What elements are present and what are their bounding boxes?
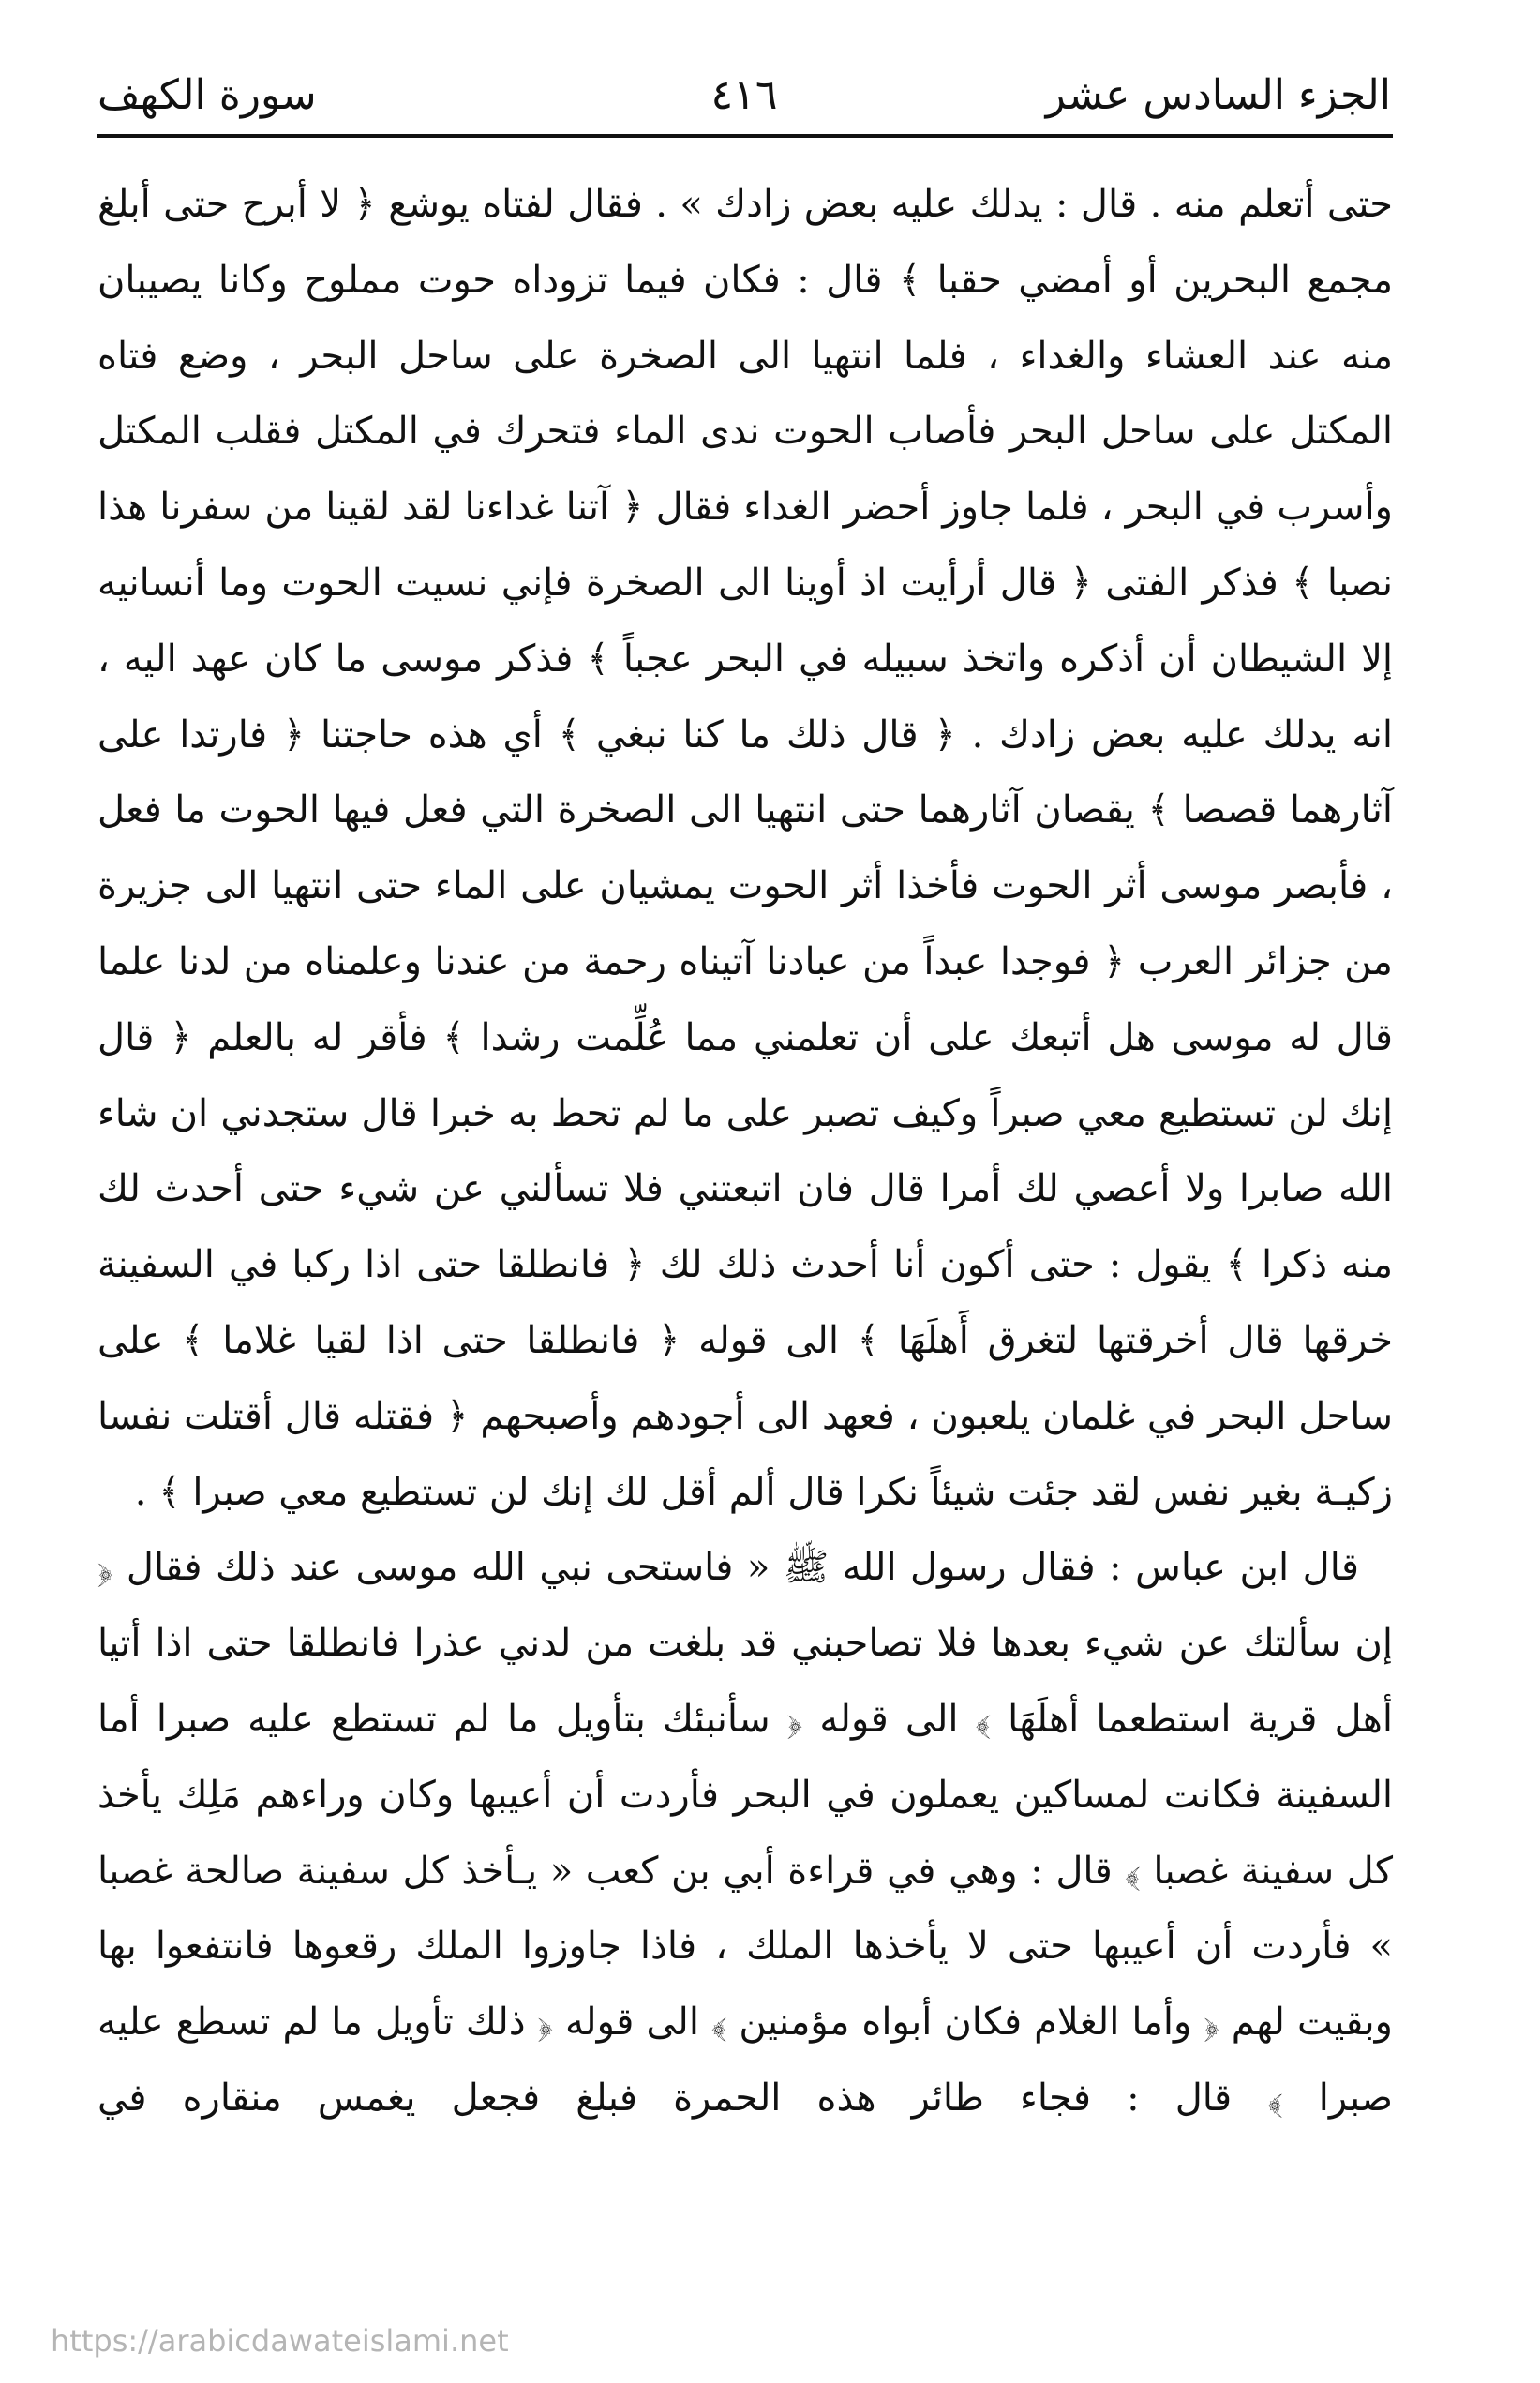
watermark-url: https://arabicdawateislami.net — [51, 2323, 509, 2359]
part-title: الجزء السادس عشر — [1045, 71, 1391, 119]
surah-title: سورة الكهف — [97, 71, 317, 119]
page-number: ٤١٦ — [710, 71, 778, 119]
body-paragraph-2: قال ابن عباس : فقال رسول الله ﷺ « فاستحى نبي الله موسى عند ذلك فقال ﴿ إن سألتك عن شيء بعدها فلا تصاحبني قد بلغت من لدني عذرا فانطلقا حتى اذا أتيا أهل قرية استطعما أهلَهَا ﴾ الى قوله ﴿ سأنبئك بتأويل ما لم تستطع عليه صبرا أما السفينة فكانت لمساكين يعملون في البحر فأردت أن أعيبها وكان وراءهم مَلِك يأخذ كل سفينة غصبا ﴾ قال : وهي في قراءة أبي بن كعب « يـأخذ كل سفينة صالحة غصبا » فأردت أن أعيبها حتى لا يأخذها الملك ، فاذا جاوزوا الملك رقعوها فانتفعوا بها وبقيت لهم ﴿ وأما الغلام فكان أبواه مؤمنين ﴾ الى قوله ﴿ ذلك تأويل ما لم تسطع عليه صبرا ﴾ قال : فجاء طائر هذه الحمرة فبلغ فجعل يغمس منقاره في — [97, 1546, 1394, 2120]
page-body — [97, 167, 1393, 2136]
header-divider — [97, 134, 1393, 138]
body-paragraph-1: حتى أتعلم منه . قال : يدلك عليه بعض زادك » . فقال لفتاه يوشع ﴿ لا أبرح حتى أبلغ مجمع البحرين أو أمضي حقبا ﴾ قال : فكان فيما تزوداه حوت مملوح وكانا يصيبان منه عند العشاء والغداء ، فلما انتهيا الى الصخرة على ساحل البحر ، وضع فتاه المكتل على ساحل البحر فأصاب الحوت ندى الماء فتحرك في المكتل فقلب المكتل وأسرب في البحر ، فلما جاوز أحضر الغداء فقال ﴿ آتنا غداءنا لقد لقينا من سفرنا هذا نصبا ﴾ فذكر الفتى ﴿ قال أرأيت اذ أوينا الى الصخرة فإني نسيت الحوت وما أنسانيه إلا الشيطان أن أذكره واتخذ سبيله في البحر عجباً ﴾ فذكر موسى ما كان عهد اليه ، انه يدلك عليه بعض زادك . ﴿ قال ذلك ما كنا نبغي ﴾ أي هذه حاجتنا ﴿ فارتدا على آثارهما قصصا ﴾ يقصان آثارهما حتى انتهيا الى الصخرة التي فعل فيها الحوت ما فعل ، فأبصر موسى أثر الحوت فأخذا أثر الحوت يمشيان على الماء حتى انتهيا الى جزيرة من جزائر العرب ﴿ فوجدا عبداً من عبادنا آتيناه رحمة من عندنا وعلمناه من لدنا علما قال له موسى هل أتبعك على أن تعلمني مما عُلِّمت رشدا ﴾ فأقر له بالعلم ﴿ قال إنك لن تستطيع معي صبراً وكيف تصبر على ما لم تحط به خبرا قال ستجدني ان شاء الله صابرا ولا أعصي لك أمرا قال فان اتبعتني فلا تسألني عن شيء حتى أحدث لك منه ذكرا ﴾ يقول : حتى أكون أنا أحدث ذلك لك ﴿ فانطلقا حتى اذا ركبا في السفينة خرقها قال أخرقتها لتغرق أَهلَهَا ﴾ الى قوله ﴿ فانطلقا حتى اذا لقيا غلاما ﴾ على ساحل البحر في غلمان يلعبون ، فعهد الى أجودهم وأصبحهم ﴿ فقتله قال أقتلت نفسا زكيـة بغير نفس لقد جئت شيئاً نكرا قال ألم أقل لك إنك لن تستطيع معي صبرا ﴾ . — [97, 183, 1394, 1514]
page-header — [97, 58, 1391, 133]
